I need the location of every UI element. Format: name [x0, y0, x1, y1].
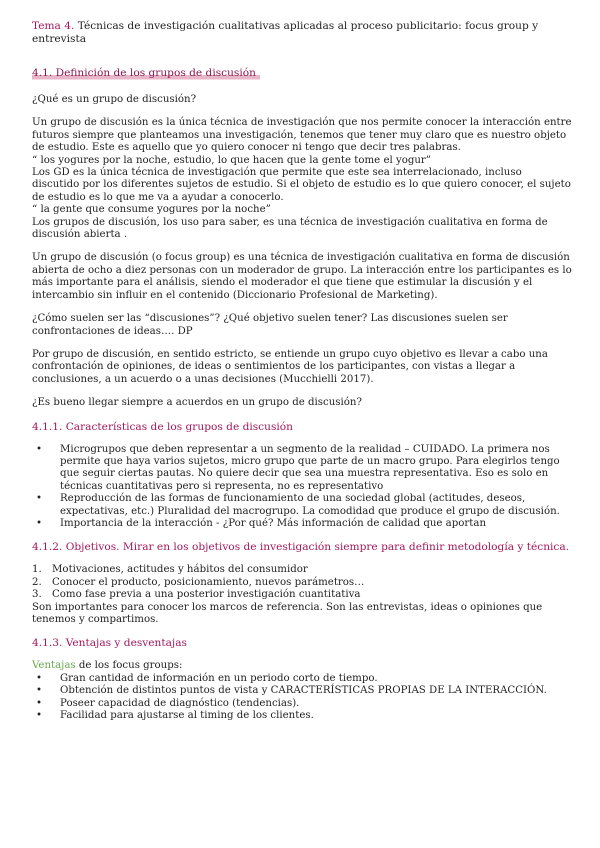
list-number: 1.	[32, 564, 42, 576]
topic-number: Tema 4.	[32, 20, 75, 32]
quote-1: “ los yogures por la noche, estudio, lo que hacen que la gente tome el yogur”	[32, 154, 432, 166]
subsection-heading-3: 4.1.3. Ventajas y desventajas	[32, 637, 187, 650]
subsection-heading-2: 4.1.2. Objetivos. Mirar en los objetivos de investigación siempre para definir metodología y técnica.	[32, 541, 570, 554]
paragraph-2: Un grupo de discusión (o focus group) es una técnica de investigación cualitativa en forma de discusión abierta de ocho a diez personas con un moderador de grupo. La interacción entre los participantes es lo más importante para el análisis, siendo el moderador el que tiene que estimular la discusión y el intercambio sin influir en el contenido (Diccionario Profesional de Marketing).	[32, 252, 572, 301]
paragraph-1-line-3: Los grupos de discusión, los uso para saber, es una técnica de investigación cualitativa en forma de discusión abierta .	[32, 216, 548, 241]
objectives-note: Son importantes para conocer los marcos de referencia. Son las entrevistas, ideas o opiniones que tenemos y compartimos.	[32, 601, 543, 625]
list-text: Conocer el producto, posicionamiento, nuevos parámetros…	[52, 576, 365, 588]
list-item: • Obtención de distintos puntos de vista y CARACTERÍSTICAS PROPIAS DE LA INTERACCIÓN.	[32, 685, 572, 697]
paragraph-1-line-1: Un grupo de discusión es la única técnica de investigación que nos permite conocer la interacción entre futuros siempre que planteamos una investigación, tenemos que tener muy claro que es nuestro objeto de estudio. Este es aquello que yo quiero conocer ni tengo que decir tres palabras.	[32, 117, 572, 154]
list-item	[32, 564, 572, 576]
list-item: • Poseer capacidad de diagnóstico (tendencias).	[32, 698, 572, 710]
question-1: ¿Qué es un grupo de discusión?	[32, 94, 197, 105]
list-item	[32, 577, 572, 589]
quote-2: “ la gente que consume yogures por la noche”	[32, 204, 271, 216]
list-item: • Microgrupos que deben representar a un segmento de la realidad – CUIDADO. La primera nos permite que haya varios sujetos, micro grupo que parte de un macro grupo. Para elegirlos tengo que seguir ciertas pautas. No quiere decir que sea una muestra representativa. Eso es solo en técnicas cuantitativas pero si representa, no es representativo	[32, 444, 572, 494]
objectives-list	[32, 564, 572, 601]
advantages-highlight: Ventajas	[32, 660, 76, 672]
advantages-list	[32, 673, 572, 723]
characteristics-list	[32, 444, 572, 531]
list-item: • Reproducción de las formas de funcionamiento de una sociedad global (actitudes, deseos, expectativas, etc.) Pluralidad del macrogrupo. La comodidad que produce el grupo de discusión.	[32, 493, 572, 518]
list-item: • Facilidad para ajustarse al timing de los clientes.	[32, 710, 572, 722]
advantages-lead-text: de los focus groups:	[75, 660, 183, 672]
paragraph-4: Por grupo de discusión, en sentido estricto, se entiende un grupo cuyo objetivo es llevar a cabo una confrontación de opiniones, de ideas o sentimientos de los participantes, con vistas a llegar a conclusiones, a un acuerdo o a unas decisiones (Mucchielli 2017).	[32, 348, 548, 385]
advantages-lead	[32, 660, 572, 672]
list-item: • Gran cantidad de información en un periodo corto de tiempo.	[32, 673, 572, 685]
document-page	[32, 20, 572, 722]
list-number: 2.	[32, 576, 42, 588]
topic-title: Técnicas de investigación cualitativas aplicadas al proceso publicitario: focus group y entrevista	[32, 20, 539, 45]
list-text: Motivaciones, actitudes y hábitos del consumidor	[52, 564, 308, 576]
subsection-heading-1: 4.1.1. Características de los grupos de discusión	[32, 420, 293, 433]
list-text: Como fase previa a una posterior investigación cuantitativa	[52, 589, 361, 601]
paragraph-3: ¿Cómo suelen ser las “discusiones”? ¿Qué objetivo suelen tener? Las discusiones suelen ser confrontaciones de ideas…. DP	[32, 313, 508, 337]
section-heading: 4.1. Definición de los grupos de discusión	[32, 67, 260, 82]
list-item: • Importancia de la interacción - ¿Por qué? Más información de calidad que aportan	[32, 518, 572, 530]
list-number: 3.	[32, 589, 42, 601]
list-item	[32, 589, 572, 601]
question-2: ¿Es bueno llegar siempre a acuerdos en un grupo de discusión?	[32, 397, 362, 409]
document-title	[32, 20, 572, 46]
paragraph-1-line-2: Los GD es la única técnica de investigación que permite que este sea interrelacionado, incluso discutido por los diferentes sujetos de estudio. Si el objeto de estudio es lo que quiero conocer, el sujeto de estudio es lo que me va a ayudar a conocerlo.	[32, 167, 571, 203]
